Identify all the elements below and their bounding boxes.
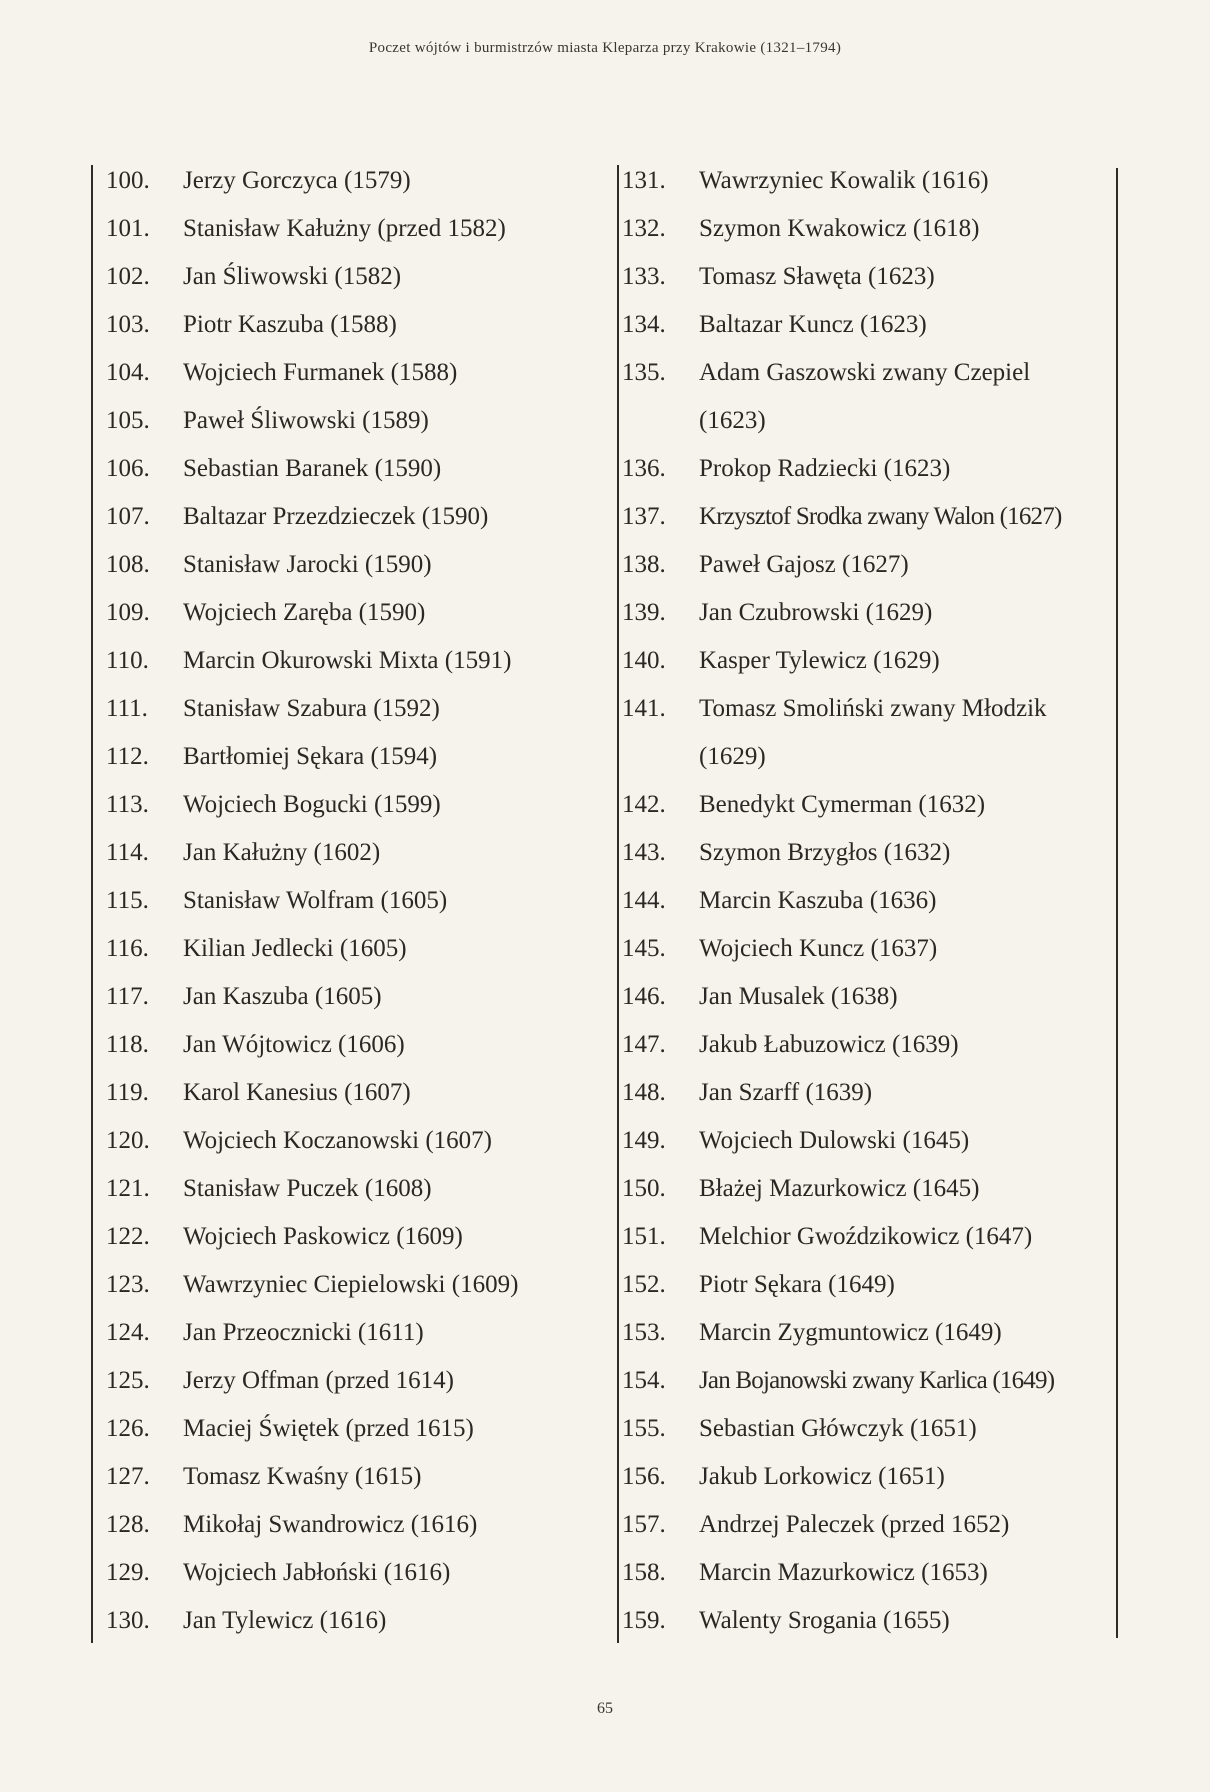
entry-name: Bartłomiej Sękara (1594)	[183, 743, 438, 770]
entry-number: 123.	[106, 1271, 150, 1298]
entry-name: Stanisław Szabura (1592)	[183, 695, 440, 722]
entry-name: Stanisław Wolfram (1605)	[183, 887, 448, 914]
list-item	[106, 1597, 611, 1645]
entry-number: 155.	[622, 1415, 666, 1442]
entry-name: Tomasz Kwaśny (1615)	[183, 1463, 422, 1490]
entry-name: Jan Przeocznicki (1611)	[183, 1319, 424, 1346]
entry-name: Sebastian Główczyk (1651)	[699, 1415, 977, 1442]
list-item	[106, 1021, 611, 1069]
list-item	[106, 781, 611, 829]
list-item	[106, 253, 611, 301]
entry-name: Jan Bojanowski zwany Karlica (1649)	[699, 1367, 1055, 1394]
entry-name: Szymon Brzygłos (1632)	[699, 839, 951, 866]
entry-number: 114.	[106, 839, 149, 866]
entry-number: 132.	[622, 215, 666, 242]
entry-number: 144.	[622, 887, 666, 914]
entry-name: Jerzy Offman (przed 1614)	[183, 1367, 454, 1394]
entry-name: Melchior Gwoździkowicz (1647)	[699, 1223, 1033, 1250]
list-item	[106, 1405, 611, 1453]
list-item	[106, 205, 611, 253]
list-item	[622, 829, 1117, 877]
entry-number: 119.	[106, 1079, 149, 1106]
list-item	[622, 253, 1117, 301]
entry-number: 126.	[106, 1415, 150, 1442]
list-item	[106, 1069, 611, 1117]
list-item	[106, 157, 611, 205]
entry-number: 148.	[622, 1079, 666, 1106]
entry-number: 124.	[106, 1319, 150, 1346]
entry-number: 102.	[106, 263, 150, 290]
list-item	[622, 589, 1117, 637]
entry-name: Stanisław Kałużny (przed 1582)	[183, 215, 506, 242]
entry-name: Jan Śliwowski (1582)	[183, 263, 402, 290]
entry-name: Wawrzyniec Ciepielowski (1609)	[183, 1271, 519, 1298]
left-margin-rule	[91, 165, 93, 1643]
list-item	[106, 349, 611, 397]
entry-name: Tomasz Smoliński zwany Młodzik	[699, 695, 1047, 722]
list-item	[622, 1453, 1117, 1501]
entry-name: Benedykt Cymerman (1632)	[699, 791, 986, 818]
entry-name: Marcin Okurowski Mixta (1591)	[183, 647, 512, 674]
entry-name: Jan Wójtowicz (1606)	[183, 1031, 405, 1058]
entry-number: 153.	[622, 1319, 666, 1346]
entry-name: Baltazar Przezdzieczek (1590)	[183, 503, 489, 530]
running-header: Poczet wójtów i burmistrzów miasta Kleparza przy Krakowie (1321–1794)	[368, 40, 842, 56]
list-item	[622, 1069, 1117, 1117]
list-item	[106, 1117, 611, 1165]
list-item	[622, 1117, 1117, 1165]
entry-number: 115.	[106, 887, 149, 914]
list-item	[106, 637, 611, 685]
entry-name: Jan Tylewicz (1616)	[183, 1607, 387, 1634]
entry-number: 111.	[106, 695, 148, 722]
entry-number: 100.	[106, 167, 150, 194]
list-item	[106, 397, 611, 445]
list-item	[622, 1357, 1117, 1405]
list-item	[106, 1549, 611, 1597]
entry-number: 154.	[622, 1367, 666, 1394]
entry-name: Baltazar Kuncz (1623)	[699, 311, 927, 338]
list-item	[622, 397, 1117, 445]
list-item	[622, 781, 1117, 829]
entry-name: Maciej Świętek (przed 1615)	[183, 1415, 474, 1442]
list-item	[622, 685, 1117, 733]
entry-number: 147.	[622, 1031, 666, 1058]
entry-name: Wojciech Koczanowski (1607)	[183, 1127, 492, 1154]
entry-name: Jerzy Gorczyca (1579)	[183, 167, 411, 194]
list-item	[622, 541, 1117, 589]
entry-name: Piotr Sękara (1649)	[699, 1271, 895, 1298]
entry-number: 109.	[106, 599, 150, 626]
list-item	[622, 1213, 1117, 1261]
list-item	[106, 1213, 611, 1261]
entry-number: 157.	[622, 1511, 666, 1538]
entry-name: Jan Czubrowski (1629)	[699, 599, 933, 626]
entry-number: 150.	[622, 1175, 666, 1202]
entry-number: 130.	[106, 1607, 150, 1634]
list-item	[622, 1165, 1117, 1213]
entry-name: Jakub Łabuzowicz (1639)	[699, 1031, 959, 1058]
entry-name: Marcin Kaszuba (1636)	[699, 887, 937, 914]
entry-number: 134.	[622, 311, 666, 338]
entry-name: Jan Szarff (1639)	[699, 1079, 873, 1106]
entry-number: 101.	[106, 215, 150, 242]
entry-name: Sebastian Baranek (1590)	[183, 455, 442, 482]
entry-number: 106.	[106, 455, 150, 482]
list-item	[622, 301, 1117, 349]
entry-number: 112.	[106, 743, 149, 770]
entry-name: Kasper Tylewicz (1629)	[699, 647, 940, 674]
list-item	[106, 1501, 611, 1549]
entry-number: 127.	[106, 1463, 150, 1490]
entry-number: 129.	[106, 1559, 150, 1586]
entry-number: 122.	[106, 1223, 150, 1250]
entry-name: Stanisław Puczek (1608)	[183, 1175, 432, 1202]
entry-name: (1629)	[699, 743, 766, 770]
list-item	[106, 589, 611, 637]
entry-number: 110.	[106, 647, 149, 674]
entry-number: 146.	[622, 983, 666, 1010]
right-column-list	[622, 157, 1117, 1645]
entry-number: 142.	[622, 791, 666, 818]
list-item	[622, 1549, 1117, 1597]
entry-number: 117.	[106, 983, 149, 1010]
entry-number: 140.	[622, 647, 666, 674]
entry-name: Walenty Srogania (1655)	[699, 1607, 950, 1634]
entry-name: Błażej Mazurkowicz (1645)	[699, 1175, 980, 1202]
entry-name: Paweł Śliwowski (1589)	[183, 407, 429, 434]
column-divider-rule	[617, 165, 619, 1643]
entry-number: 133.	[622, 263, 666, 290]
entry-name: Wojciech Jabłoński (1616)	[183, 1559, 451, 1586]
entry-name: Jan Kałużny (1602)	[183, 839, 381, 866]
entry-name: Kilian Jedlecki (1605)	[183, 935, 407, 962]
entry-number: 143.	[622, 839, 666, 866]
entry-number: 128.	[106, 1511, 150, 1538]
entry-name: Wojciech Kuncz (1637)	[699, 935, 938, 962]
list-item	[622, 1501, 1117, 1549]
entry-number: 152.	[622, 1271, 666, 1298]
entry-name: (1623)	[699, 407, 766, 434]
list-item	[106, 973, 611, 1021]
entry-number: 159.	[622, 1607, 666, 1634]
entry-name: Szymon Kwakowicz (1618)	[699, 215, 980, 242]
entry-number: 141.	[622, 695, 666, 722]
entry-name: Andrzej Paleczek (przed 1652)	[699, 1511, 1010, 1538]
left-column-list	[106, 157, 611, 1645]
list-item	[106, 1453, 611, 1501]
entry-name: Karol Kanesius (1607)	[183, 1079, 411, 1106]
entry-number: 107.	[106, 503, 150, 530]
entry-number: 116.	[106, 935, 149, 962]
entry-name: Stanisław Jarocki (1590)	[183, 551, 432, 578]
entry-number: 103.	[106, 311, 150, 338]
entry-number: 131.	[622, 167, 666, 194]
list-item	[622, 925, 1117, 973]
list-item	[106, 1357, 611, 1405]
list-item	[622, 637, 1117, 685]
entry-number: 120.	[106, 1127, 150, 1154]
entry-number: 108.	[106, 551, 150, 578]
list-item	[622, 1021, 1117, 1069]
list-item	[622, 1597, 1117, 1645]
list-item	[106, 733, 611, 781]
entry-number: 151.	[622, 1223, 666, 1250]
entry-name: Krzysztof Srodka zwany Walon (1627)	[699, 503, 1062, 530]
list-item	[106, 541, 611, 589]
list-item	[106, 445, 611, 493]
entry-number: 104.	[106, 359, 150, 386]
list-item	[622, 493, 1117, 541]
list-item	[622, 349, 1117, 397]
entry-name: Wojciech Bogucki (1599)	[183, 791, 441, 818]
entry-number: 158.	[622, 1559, 666, 1586]
list-item	[622, 1405, 1117, 1453]
list-item	[106, 301, 611, 349]
entry-name: Tomasz Sławęta (1623)	[699, 263, 935, 290]
list-item	[106, 829, 611, 877]
entry-name: Prokop Radziecki (1623)	[699, 455, 951, 482]
entry-name: Wojciech Furmanek (1588)	[183, 359, 458, 386]
entry-name: Marcin Zygmuntowicz (1649)	[699, 1319, 1002, 1346]
entry-name: Adam Gaszowski zwany Czepiel	[699, 359, 1031, 386]
entry-number: 113.	[106, 791, 149, 818]
entry-number: 118.	[106, 1031, 149, 1058]
entry-number: 145.	[622, 935, 666, 962]
entry-number: 125.	[106, 1367, 150, 1394]
list-item	[106, 1261, 611, 1309]
entry-number: 149.	[622, 1127, 666, 1154]
list-item	[622, 157, 1117, 205]
entry-name: Wawrzyniec Kowalik (1616)	[699, 167, 989, 194]
entry-name: Paweł Gajosz (1627)	[699, 551, 909, 578]
entry-number: 136.	[622, 455, 666, 482]
list-item	[622, 973, 1117, 1021]
entry-number: 137.	[622, 503, 666, 530]
entry-name: Jan Musalek (1638)	[699, 983, 898, 1010]
list-item	[106, 493, 611, 541]
entry-number: 139.	[622, 599, 666, 626]
entry-name: Wojciech Zaręba (1590)	[183, 599, 426, 626]
list-item	[106, 877, 611, 925]
entry-number: 138.	[622, 551, 666, 578]
entry-name: Piotr Kaszuba (1588)	[183, 311, 397, 338]
entry-name: Jakub Lorkowicz (1651)	[699, 1463, 945, 1490]
entry-name: Wojciech Dulowski (1645)	[699, 1127, 970, 1154]
entry-number: 105.	[106, 407, 150, 434]
list-item	[106, 1309, 611, 1357]
list-item	[622, 733, 1117, 781]
list-item	[106, 1165, 611, 1213]
list-item	[106, 685, 611, 733]
list-item	[622, 1309, 1117, 1357]
entry-number: 135.	[622, 359, 666, 386]
entry-name: Marcin Mazurkowicz (1653)	[699, 1559, 988, 1586]
list-item	[622, 877, 1117, 925]
entry-number: 121.	[106, 1175, 150, 1202]
page-number: 65	[597, 1700, 613, 1717]
entry-number: 156.	[622, 1463, 666, 1490]
entry-name: Mikołaj Swandrowicz (1616)	[183, 1511, 478, 1538]
list-item	[622, 445, 1117, 493]
list-item	[622, 205, 1117, 253]
list-item	[106, 925, 611, 973]
entry-name: Wojciech Paskowicz (1609)	[183, 1223, 463, 1250]
entry-name: Jan Kaszuba (1605)	[183, 983, 382, 1010]
list-item	[622, 1261, 1117, 1309]
